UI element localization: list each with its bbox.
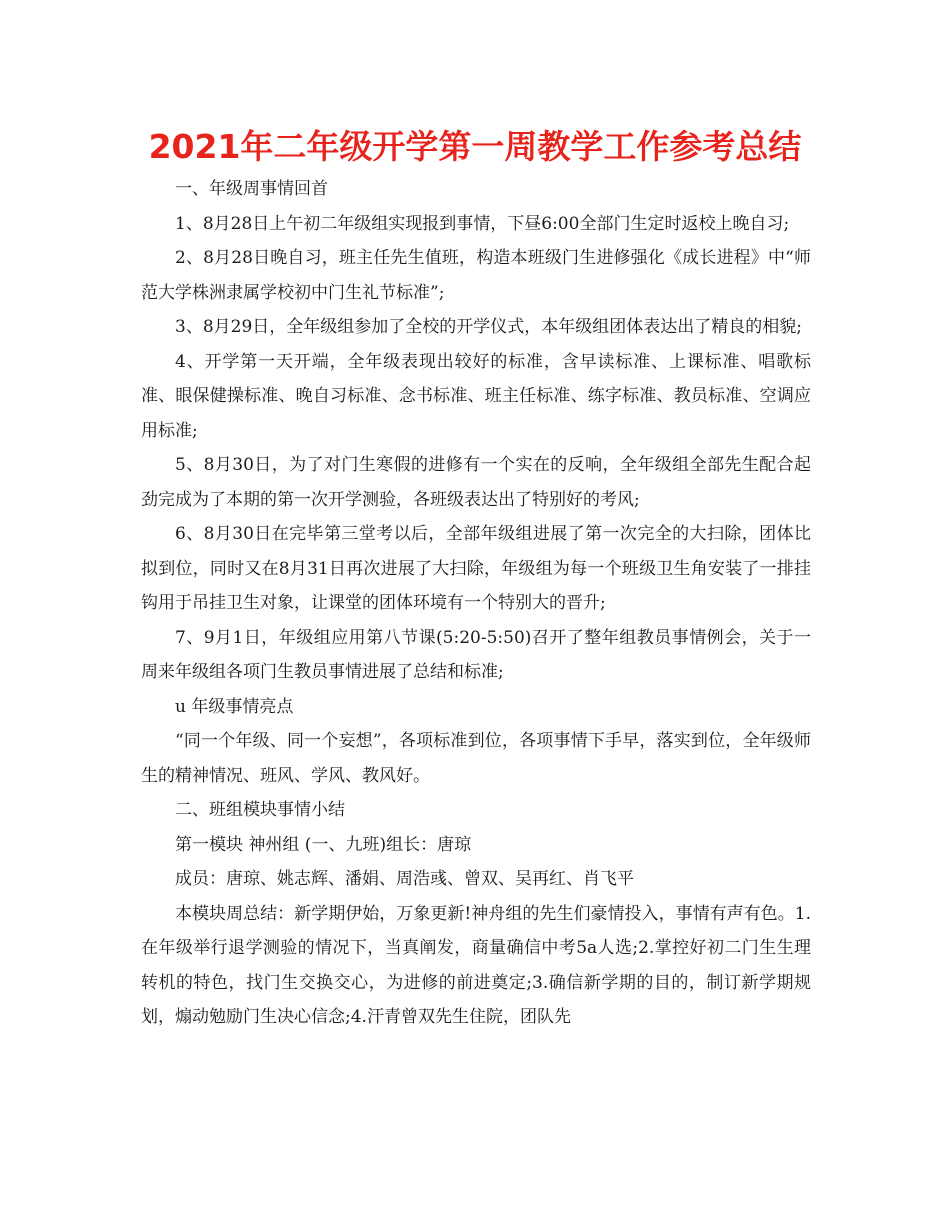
paragraph: 4、开学第一天开端，全年级表现出较好的标准，含早读标准、上课标准、唱歌标准、眼保健操标准、晚自习标准、念书标准、班主任标准、练字标准、教员标准、空调应用标准;	[141, 351, 811, 441]
paragraph: 7、9月1日，年级组应用第八节课(5:20-5:50)召开了整年组教员事情例会，关于一周来年级组各项门生教员事情进展了总结和标准;	[141, 627, 811, 682]
paragraph: 本模块周总结：新学期伊始，万象更新!神舟组的先生们豪情投入，事情有声有色。1.在年级举行退学测验的情况下，当真阐发，商量确信中考5a人选;2.掌控好初二门生生理转机的特色，找门生交换交心，为进修的前进奠定;3.确信新学期的目的，制订新学期规划，煽动勉励门生决心信念;4.汗青曾双先生住院，团队先	[141, 903, 811, 1027]
document-body	[141, 172, 811, 1035]
paragraph: “同一个年级、同一个妄想”，各项标准到位，各项事情下手早，落实到位，全年级师生的精神情况、班风、学风、教风好。	[141, 731, 811, 786]
section-subheading: u 年级事情亮点	[175, 696, 294, 717]
paragraph: 1、8月28日上午初二年级组实现报到事情，下昼6:00全部门生定时返校上晚自习;	[175, 213, 790, 234]
document-title: 2021年二年级开学第一周教学工作参考总结	[148, 127, 802, 166]
section-heading: 二、班组模块事情小结	[175, 800, 345, 820]
paragraph: 2、8月28日晚自习，班主任先生值班，构造本班级门生进修强化《成长进程》中“师范大学株洲隶属学校初中门生礼节标准”;	[141, 248, 811, 303]
paragraph: 第一模块 神州组 (一、九班)组长：唐琼	[175, 834, 472, 855]
paragraph: 6、8月30日在完毕第三堂考以后，全部年级组进展了第一次完全的大扫除，团体比拟到位，同时又在8月31日再次进展了大扫除，年级组为每一个班级卫生角安装了一排挂钩用于吊挂卫生对象，让课堂的团体环境有一个特别大的晋升;	[141, 524, 811, 613]
section-heading: 一、年级周事情回首	[175, 179, 328, 199]
paragraph: 5、8月30日，为了对门生寒假的进修有一个实在的反响，全年级组全部先生配合起劲完成为了本期的第一次开学测验，各班级表达出了特别好的考风;	[141, 455, 811, 510]
paragraph: 3、8月29日，全年级组参加了全校的开学仪式，本年级组团体表达出了精良的相貌;	[175, 317, 802, 337]
paragraph: 成员：唐琼、姚志辉、潘娟、周浩彧、曾双、吴再红、肖飞平	[175, 869, 634, 889]
